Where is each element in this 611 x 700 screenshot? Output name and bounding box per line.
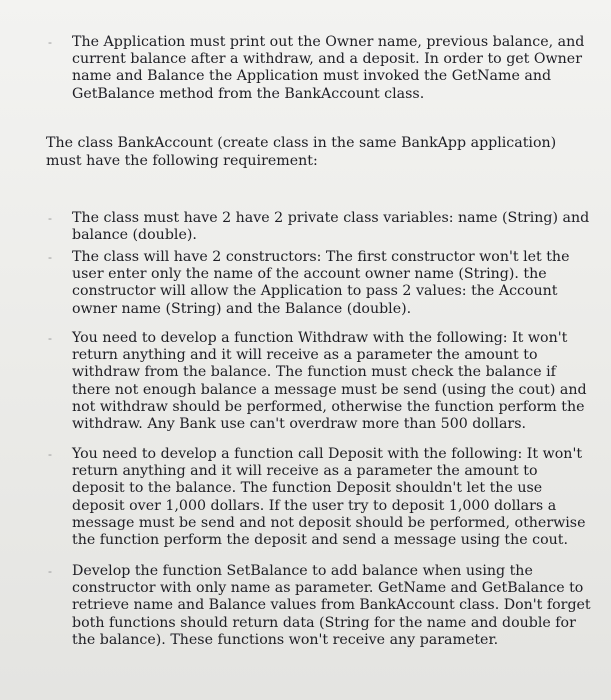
bullet-marker: - <box>48 211 52 225</box>
requirement-text: You need to develop a function call Deposit with the following: It won't return anything and it will receive as a parameter the amount to deposit to the balance. The function Deposit shouldn't let the use deposit over 1,000 dollars. If the user try to deposit 1,000 dollars a message must be send and not deposit should be performed, otherwise the function perform the deposit and send a message using the cout. <box>72 446 586 549</box>
requirement-text: You need to develop a function Withdraw with the following: It won't return anything and it will receive as a parameter the amount to withdraw from the balance. The function must check the balance if there not enough balance a message must be send (using the cout) and not withdraw should be performed, otherwise the function perform the withdraw. Any Bank use can't overdraw more than 500 dollars. <box>72 330 587 433</box>
requirement-text: The class will have 2 constructors: The first constructor won't let the user enter only the name of the account owner name (String). the constructor will allow the Application to pass 2 values: the Account owner name (String) and the Balance (double). <box>72 249 570 317</box>
requirement-text: Develop the function SetBalance to add balance when using the constructor with only name as parameter. GetName and GetBalance to retrieve name and Balance values from BankAccount class. Don't forget both functions should return data (String for the name and double for the balance). These functions won't receive any parameter. <box>72 563 591 648</box>
requirement-private-variables <box>48 210 592 244</box>
requirement-deposit <box>48 446 592 549</box>
bullet-marker: - <box>48 331 52 345</box>
requirement-setbalance <box>48 563 592 649</box>
bullet-marker: - <box>48 447 52 461</box>
class-intro-paragraph: The class BankAccount (create class in the same BankApp application) must have the following requirement: <box>46 135 557 169</box>
bullet-marker: - <box>48 35 52 49</box>
requirement-text: The class must have 2 have 2 private class variables: name (String) and balance (double). <box>72 210 590 244</box>
bullet-text: The Application must print out the Owner name, previous balance, and current balance after a withdraw, and a deposit. In order to get Owner name and Balance the Application must invoked the GetName and GetBalance method from the BankAccount class. <box>72 34 585 102</box>
bullet-application-output <box>48 34 592 103</box>
bullet-marker: - <box>48 564 52 578</box>
requirement-constructors <box>48 249 592 318</box>
requirement-withdraw <box>48 330 592 433</box>
bullet-marker: - <box>48 250 52 264</box>
